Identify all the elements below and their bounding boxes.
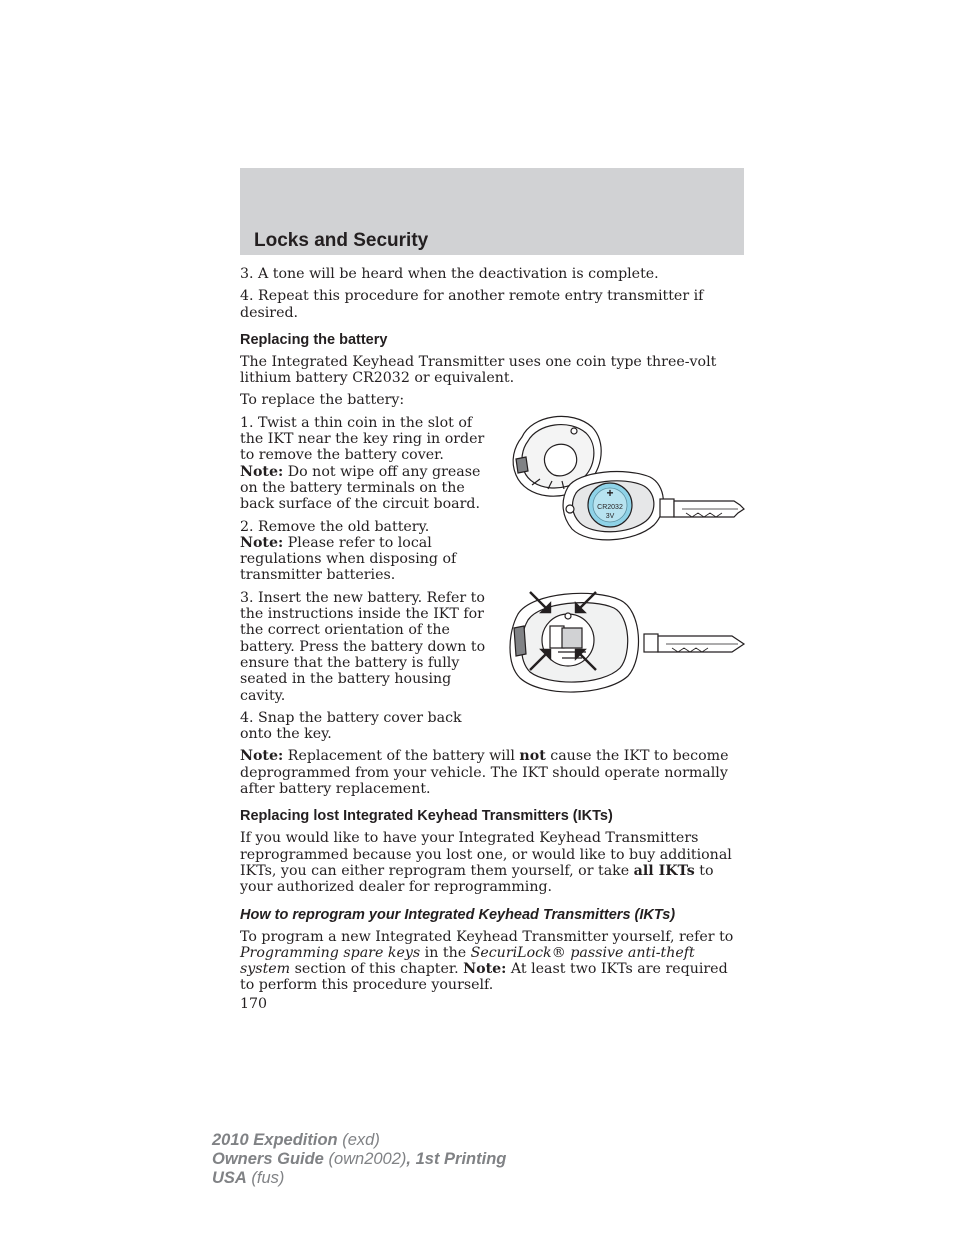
battery-final-note: Note: Replacement of the battery will not cause the IKT to become deprogrammed from your vehicle. The IKT should operate normally after battery replacement.: [240, 748, 729, 798]
battery-steps-3-4: [240, 590, 744, 743]
step-text: 4. Repeat this procedure for another remote entry transmitter if desired.: [240, 288, 704, 321]
document-footer: [212, 1131, 506, 1188]
battery-volt-label: 3V: [605, 512, 615, 520]
section-title: Locks and Security: [254, 230, 429, 251]
footer-model: 2010 Expedition (exd): [212, 1131, 380, 1149]
note-label: Note:: [240, 534, 284, 551]
lost-ikt-heading: Replacing lost Integrated Keyhead Transmitters (IKTs): [240, 808, 613, 825]
step-1-text: 1. Twist a thin coin in the slot of the IKT near the key ring in order to remove the battery cover. Note: Do not wipe off any grease on the battery terminals on the back surface of the circuit board.: [240, 414, 485, 513]
step-text: 3. A tone will be heard when the deactivation is complete.: [240, 266, 659, 282]
battery-removal-illustration: [502, 409, 752, 559]
reprogram-text: To program a new Integrated Keyhead Transmitter yourself, refer to Programming spare keys in the SecuriLock® passive anti-theft system section of this chapter. Note: At least two IKTs are required to perform this procedure yourself.: [240, 928, 734, 994]
to-replace-text: To replace the battery:: [240, 392, 405, 409]
battery-plus-label: +: [606, 485, 614, 500]
page-body: [240, 266, 744, 1012]
reprogram-heading: How to reprogram your Integrated Keyhead Transmitters (IKTs): [240, 906, 676, 923]
section-header-band: [240, 168, 744, 255]
footer-region: USA (fus): [212, 1169, 285, 1187]
step-3-text: 3. Insert the new battery. Refer to the instructions inside the IKT for the correct orientation of the battery. Press the battery down to ensure that the battery is fully seated in the battery housing cavity.: [240, 589, 486, 704]
battery-housing-illustration: [502, 588, 752, 698]
footer-guide: Owners Guide (own2002), 1st Printing: [212, 1150, 507, 1168]
battery-intro: The Integrated Keyhead Transmitter uses one coin type three-volt lithium battery CR2032 or equivalent.: [240, 353, 717, 387]
step-2-text: 2. Remove the old battery. Note: Please refer to local regulations when disposing of transmitter batteries.: [240, 518, 457, 584]
battery-steps-1-2: [240, 415, 744, 584]
lost-ikt-text: If you would like to have your Integrated Keyhead Transmitters reprogrammed because you lost one, or would like to buy additional IKTs, you can either reprogram them yourself, or take all IKTs to your authorized dealer for reprogramming.: [240, 830, 732, 896]
step-4-text: 4. Snap the battery cover back onto the key.: [240, 709, 462, 743]
battery-model-label: CR2032: [597, 503, 623, 511]
battery-heading: Replacing the battery: [240, 331, 388, 348]
page-number: 170: [240, 995, 268, 1012]
note-label: Note:: [240, 748, 284, 765]
note-label: Note:: [240, 463, 284, 480]
battery-coin-drawing: [588, 483, 632, 527]
